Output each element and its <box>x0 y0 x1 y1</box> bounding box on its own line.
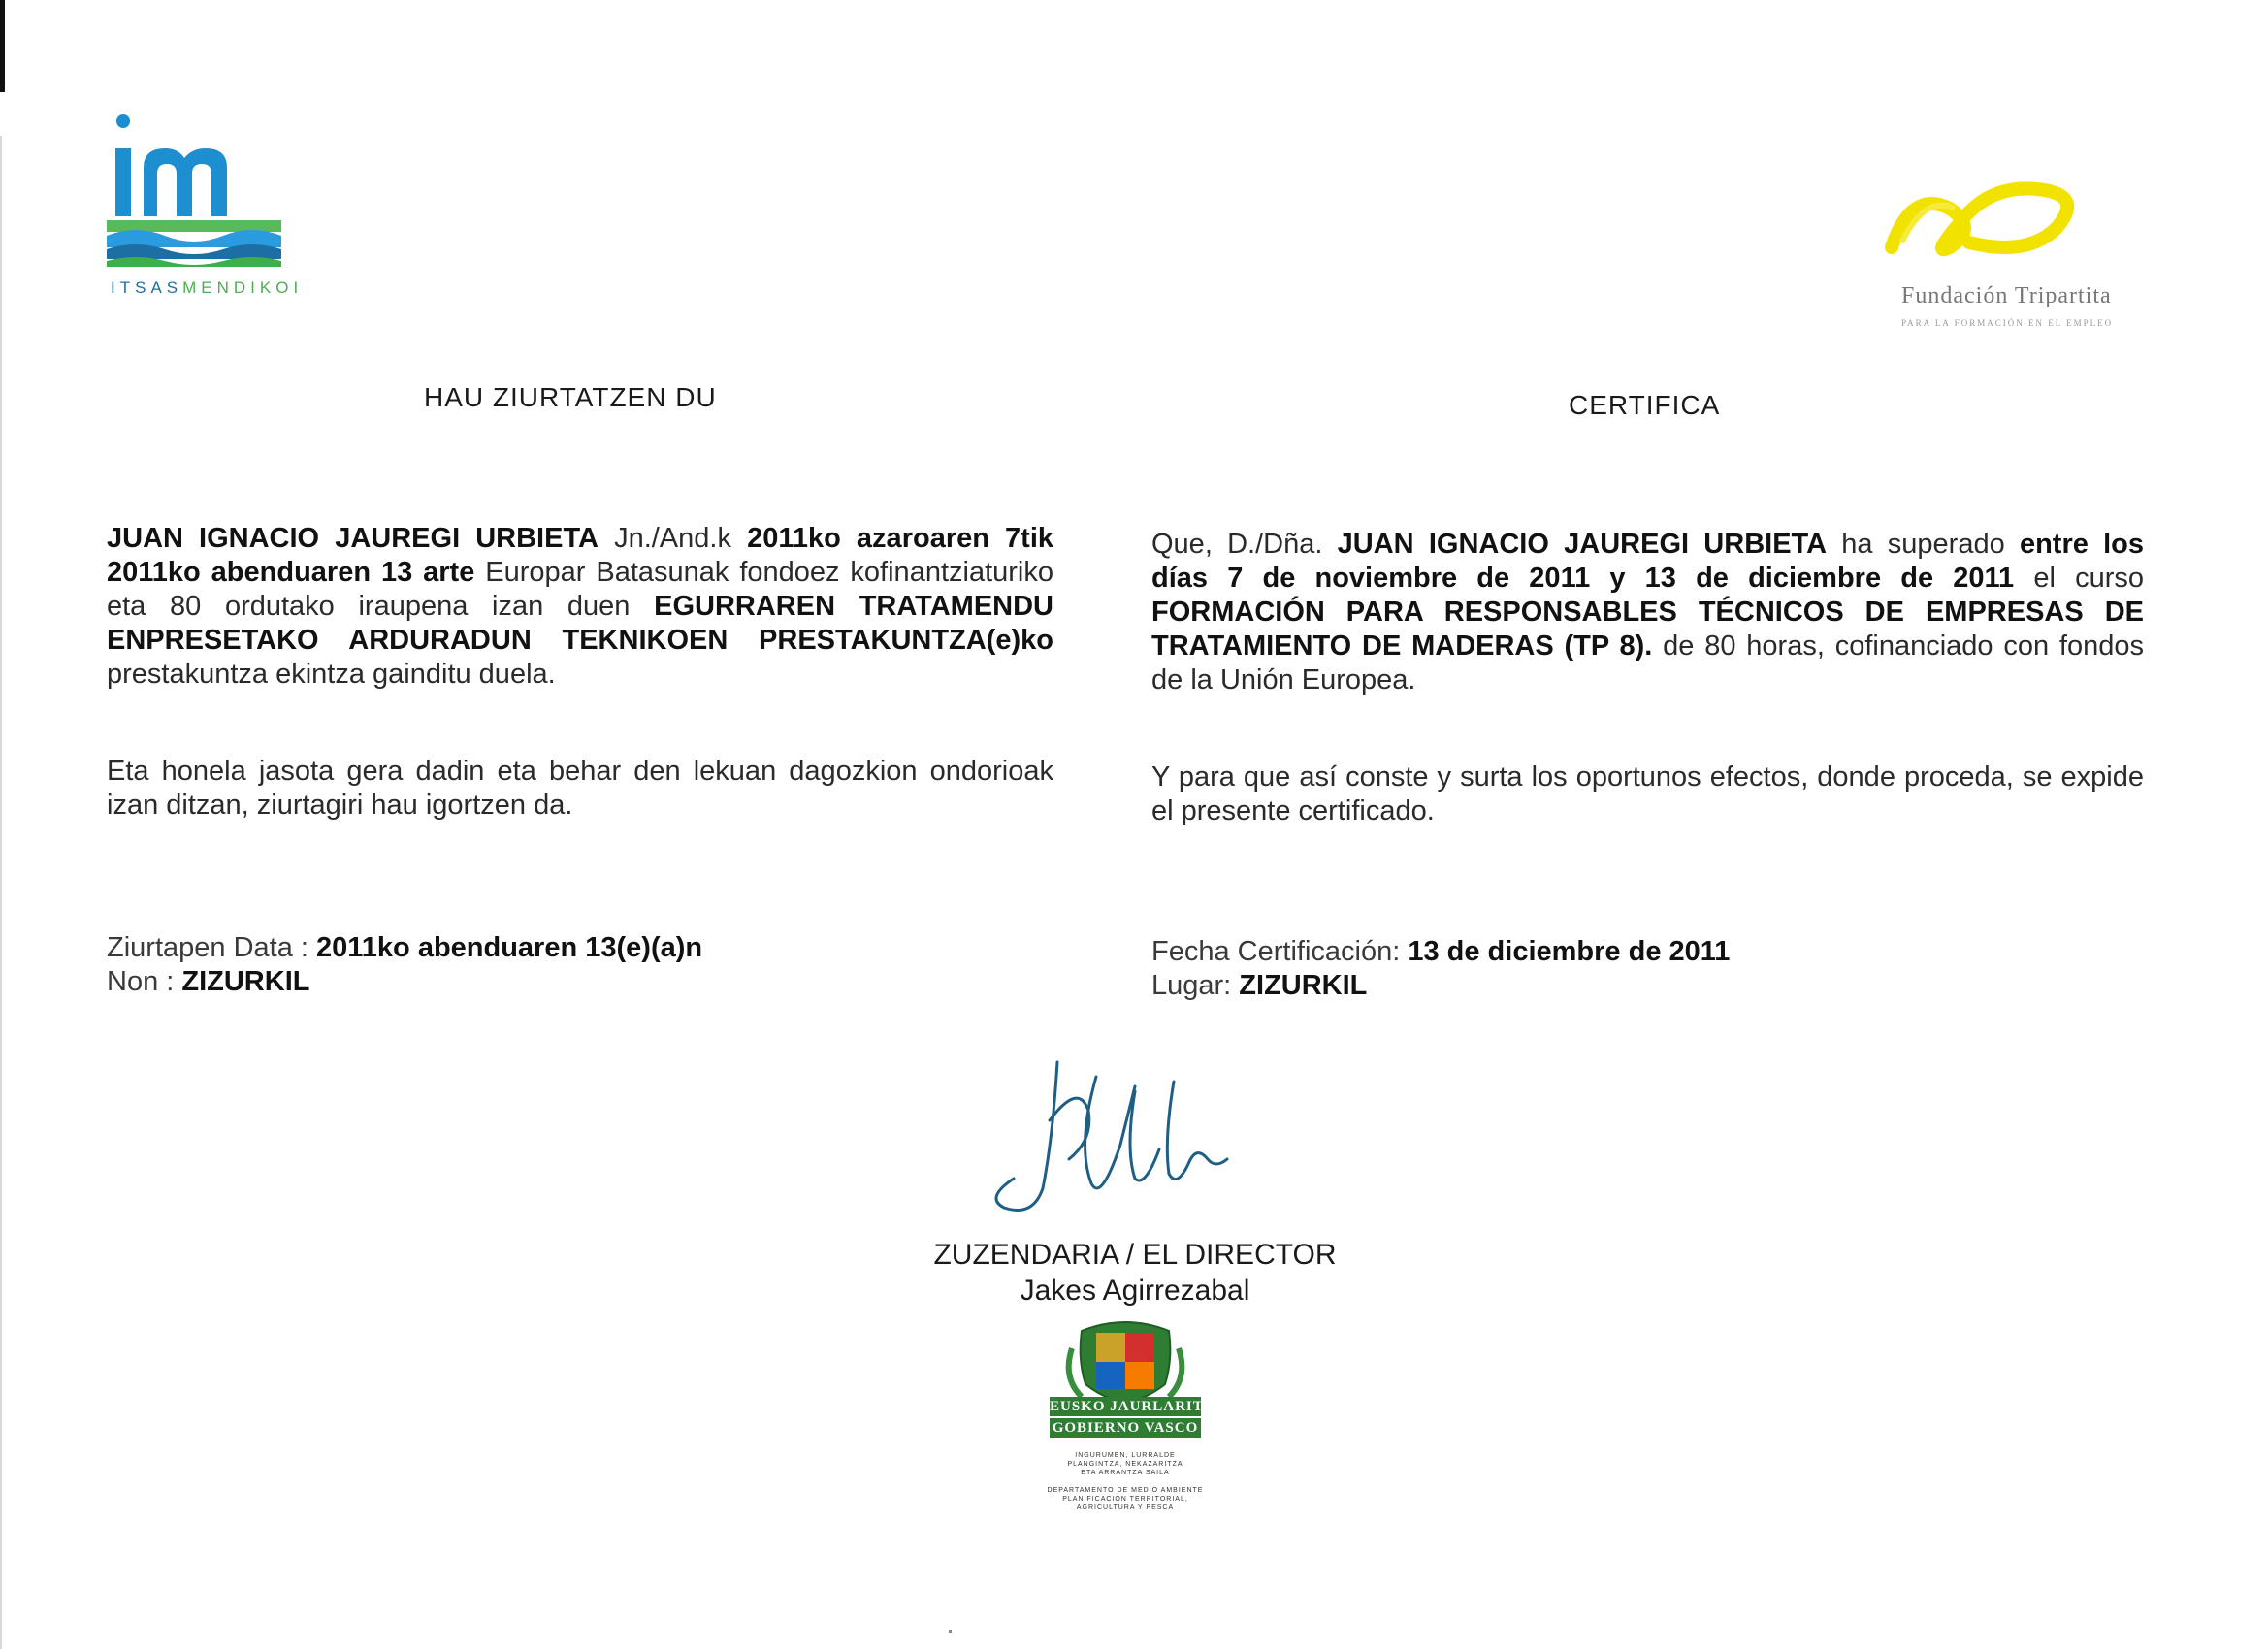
course-title: FORMACIÓN PARA RESPONSABLES TÉCNICOS DE EMPRESAS DE TRATAMIENTO DE MADERAS (TP 8). <box>1151 597 2144 662</box>
scan-edge-mark <box>0 0 5 92</box>
seal-band-spanish: GOBIERNO VASCO <box>1050 1418 1201 1438</box>
basque-government-seal <box>1043 1319 1226 1513</box>
place-row: Lugar: ZIZURKIL <box>1151 970 1368 1001</box>
closing-statement-basque: Eta honela jasota gera dadin eta behar den lekuan dagozkion ondorioak izan ditzan, ziurtagiri hau igortzen da. <box>107 756 1053 821</box>
certification-date-row: Ziurtapen Data : 2011ko abenduaren 13(e)(a)n <box>107 932 703 963</box>
department-spanish: DEPARTAMENTO DE MEDIO AMBIENTE PLANIFICACIÓN TERRITORIAL, AGRICULTURA Y PESCA <box>1047 1487 1204 1511</box>
certificate-body-basque: JUAN IGNACIO JAUREGI URBIETA Jn./And.k 2011ko azaroaren 7tik 2011ko abenduaren 13 arte Europar Batasunak fondoez kofinantziaturiko eta 80 ordutako iraupena izan duen EGURRAREN TRATAMENDU ENPRESETAKO ARDURADUN TEKNIKOEN PRESTAKUNTZA(e)ko prestakuntza ekintza gainditu duela. <box>107 523 1054 690</box>
student-name: JUAN IGNACIO JAUREGI URBIETA <box>1337 529 1828 560</box>
scan-edge-shadow <box>0 136 2 1649</box>
student-name: JUAN IGNACIO JAUREGI URBIETA <box>107 523 599 554</box>
itsasmendikoi-logo-mark <box>107 112 301 276</box>
course-dates: entre los días 7 de noviembre de 2011 y 13 de diciembre de 2011 <box>1151 529 2145 594</box>
course-title: EGURRAREN TRATAMENDU ENPRESETAKO ARDURADUN TEKNIKOEN PRESTAKUNTZA(e)ko <box>107 591 1053 656</box>
tripartita-name: Fundación Tripartita <box>1901 283 2112 308</box>
tripartita-tagline: PARA LA FORMACIÓN EN EL EMPLEO <box>1901 318 2114 328</box>
place-value: ZIZURKIL <box>181 966 310 997</box>
certificate-meta-basque <box>107 931 702 999</box>
department-basque: INGURUMEN, LURRALDE PLANGINTZA, NEKAZARITZA ETA ARRANTZA SAILA <box>1067 1452 1183 1476</box>
certificate-meta-spanish <box>1151 935 1730 1003</box>
director-name: Jakes Agirrezabal <box>1020 1275 1250 1307</box>
certificate-body-spanish: Que, D./Dña. JUAN IGNACIO JAUREGI URBIETA ha superado entre los días 7 de noviembre de 2011 y 13 de diciembre de 2011 el curso FORMACIÓN PARA RESPONSABLES TÉCNICOS DE EMPRESAS DE TRATAMIENTO DE MADERAS (TP 8). de 80 horas, cofinanciado con fondos de la Unión Europea. <box>1151 529 2145 695</box>
certification-date: 13 de diciembre de 2011 <box>1408 936 1731 967</box>
heading-basque: HAU ZIURTATZEN DU <box>424 382 717 412</box>
fundacion-tripartita-logo <box>1872 155 2144 340</box>
itsasmendikoi-logo <box>107 112 304 306</box>
place-row: Non : ZIZURKIL <box>107 966 310 997</box>
tripartita-swirl-icon <box>1872 155 2124 281</box>
scan-speck <box>949 1630 952 1633</box>
heading-spanish: CERTIFICA <box>1569 390 1721 420</box>
director-signature <box>989 1052 1261 1227</box>
place-value: ZIZURKIL <box>1239 970 1368 1001</box>
seal-band-basque: EUSKO JAURLARITZA <box>1050 1399 1226 1414</box>
certification-date: 2011ko abenduaren 13(e)(a)n <box>316 932 703 963</box>
certification-date-row: Fecha Certificación: 13 de diciembre de 2011 <box>1151 936 1731 967</box>
itsasmendikoi-brand-text: ITSASMENDIKOI <box>111 278 304 297</box>
course-dates: 2011ko azaroaren 7tik 2011ko abenduaren 13 arte <box>107 523 1054 588</box>
director-block <box>854 1237 1416 1309</box>
closing-statement-spanish: Y para que así conste y surta los oportunos efectos, donde proceda, se expide el presente certificado. <box>1151 761 2144 826</box>
director-title: ZUZENDARIA / EL DIRECTOR <box>933 1239 1337 1271</box>
